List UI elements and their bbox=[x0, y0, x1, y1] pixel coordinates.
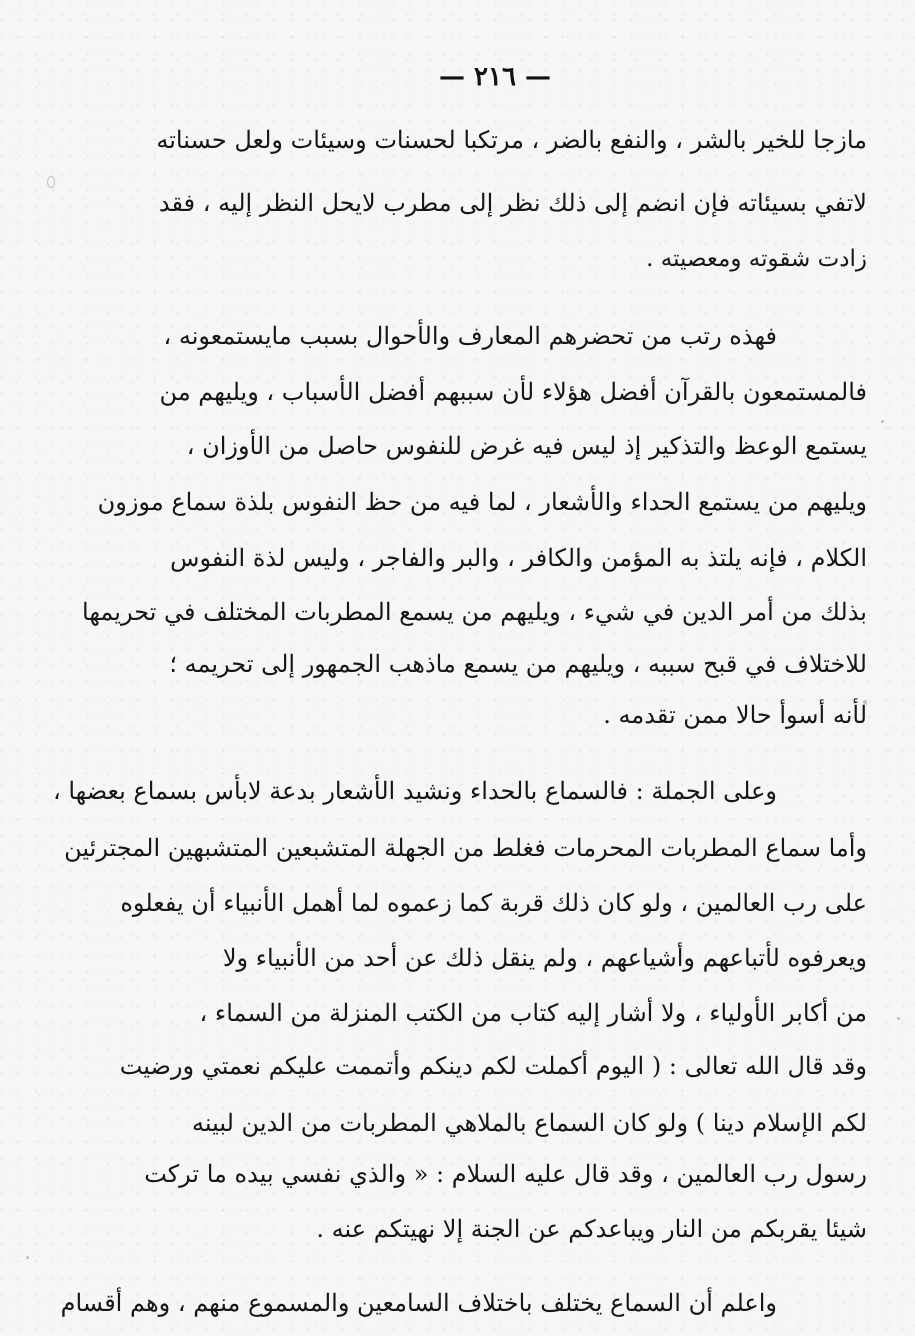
text-line-5: فالمستمعون بالقرآن أفضل هؤلاء لأن سببهم أفضل الأسباب ، ويليهم من bbox=[159, 378, 867, 406]
text-line-8: الكلام ، فإنه يلتذ به المؤمن والكافر ، والبر والفاجر ، وليس لذة النفوس bbox=[170, 544, 867, 572]
text-line-16: من أكابر الأولياء ، ولا أشار إليه كتاب من الكتب المنزلة من السماء ، bbox=[199, 999, 867, 1027]
text-line-15: ويعرفوه لأتباعهم وأشياعهم ، ولم ينقل ذلك عن أحد من الأنبياء ولا bbox=[222, 944, 867, 972]
text-line-2: لاتفي بسيئاته فإن انضم إلى ذلك نظر إلى مطرب لايحل النظر إليه ، فقد bbox=[158, 189, 867, 217]
text-line-17: وقد قال الله تعالى : ( اليوم أكملت لكم دينكم وأتممت عليكم نعمتي ورضيت bbox=[119, 1052, 867, 1080]
text-line-11: لأنه أسوأ حالا ممن تقدمه . bbox=[603, 701, 867, 729]
text-line-19: رسول رب العالمين ، وقد قال عليه السلام : « والذي نفسي بيده ما تركت bbox=[144, 1160, 867, 1188]
scan-dot bbox=[897, 1017, 900, 1020]
text-line-13: وأما سماع المطربات المحرمات فغلط من الجهلة المتشبعين المتشبهين المجترئين bbox=[64, 834, 867, 862]
scan-dot bbox=[881, 420, 884, 423]
text-line-14: على رب العالمين ، ولو كان ذلك قربة كما زعموه لما أهمل الأنبياء أن يفعلوه bbox=[120, 889, 867, 917]
text-line-18: لكم الإسلام دينا ) ولو كان السماع بالملاهي المطربات من الدين لبينه bbox=[192, 1109, 867, 1137]
scan-mark bbox=[47, 176, 55, 188]
text-line-1: مازجا للخير بالشر ، والنفع بالضر ، مرتكبا لحسنات وسيئات ولعل حسناته bbox=[156, 126, 867, 154]
text-line-12: وعلى الجملة : فالسماع بالحداء ونشيد الأشعار بدعة لابأس بسماع بعضها ، bbox=[52, 777, 777, 805]
text-line-3: زادت شقوته ومعصيته . bbox=[646, 246, 867, 272]
text-line-10: للاختلاف في قبح سببه ، ويليهم من يسمع ماذهب الجمهور إلى تحريمه ؛ bbox=[169, 650, 867, 678]
text-line-4: فهذه رتب من تحضرهم المعارف والأحوال بسبب مايستمعونه ، bbox=[163, 322, 777, 350]
text-line-20: شيئا يقربكم من النار ويباعدكم عن الجنة إلا نهيتكم عنه . bbox=[316, 1215, 867, 1243]
text-line-6: يستمع الوعظ والتذكير إذ ليس فيه غرض للنفوس حاصل من الأوزان ، bbox=[186, 432, 867, 460]
scan-dot bbox=[26, 1256, 29, 1259]
text-line-21: واعلم أن السماع يختلف باختلاف السامعين والمسموع منهم ، وهم أقسام bbox=[60, 1289, 777, 1317]
text-line-9: بذلك من أمر الدين في شيء ، ويليهم من يسمع المطربات المختلف في تحريمها bbox=[82, 598, 867, 626]
text-line-7: ويليهم من يستمع الحداء والأشعار ، لما فيه من حظ النفوس بلذة سماع موزون bbox=[97, 488, 867, 516]
page-number: — ٢١٦ — bbox=[438, 62, 552, 92]
